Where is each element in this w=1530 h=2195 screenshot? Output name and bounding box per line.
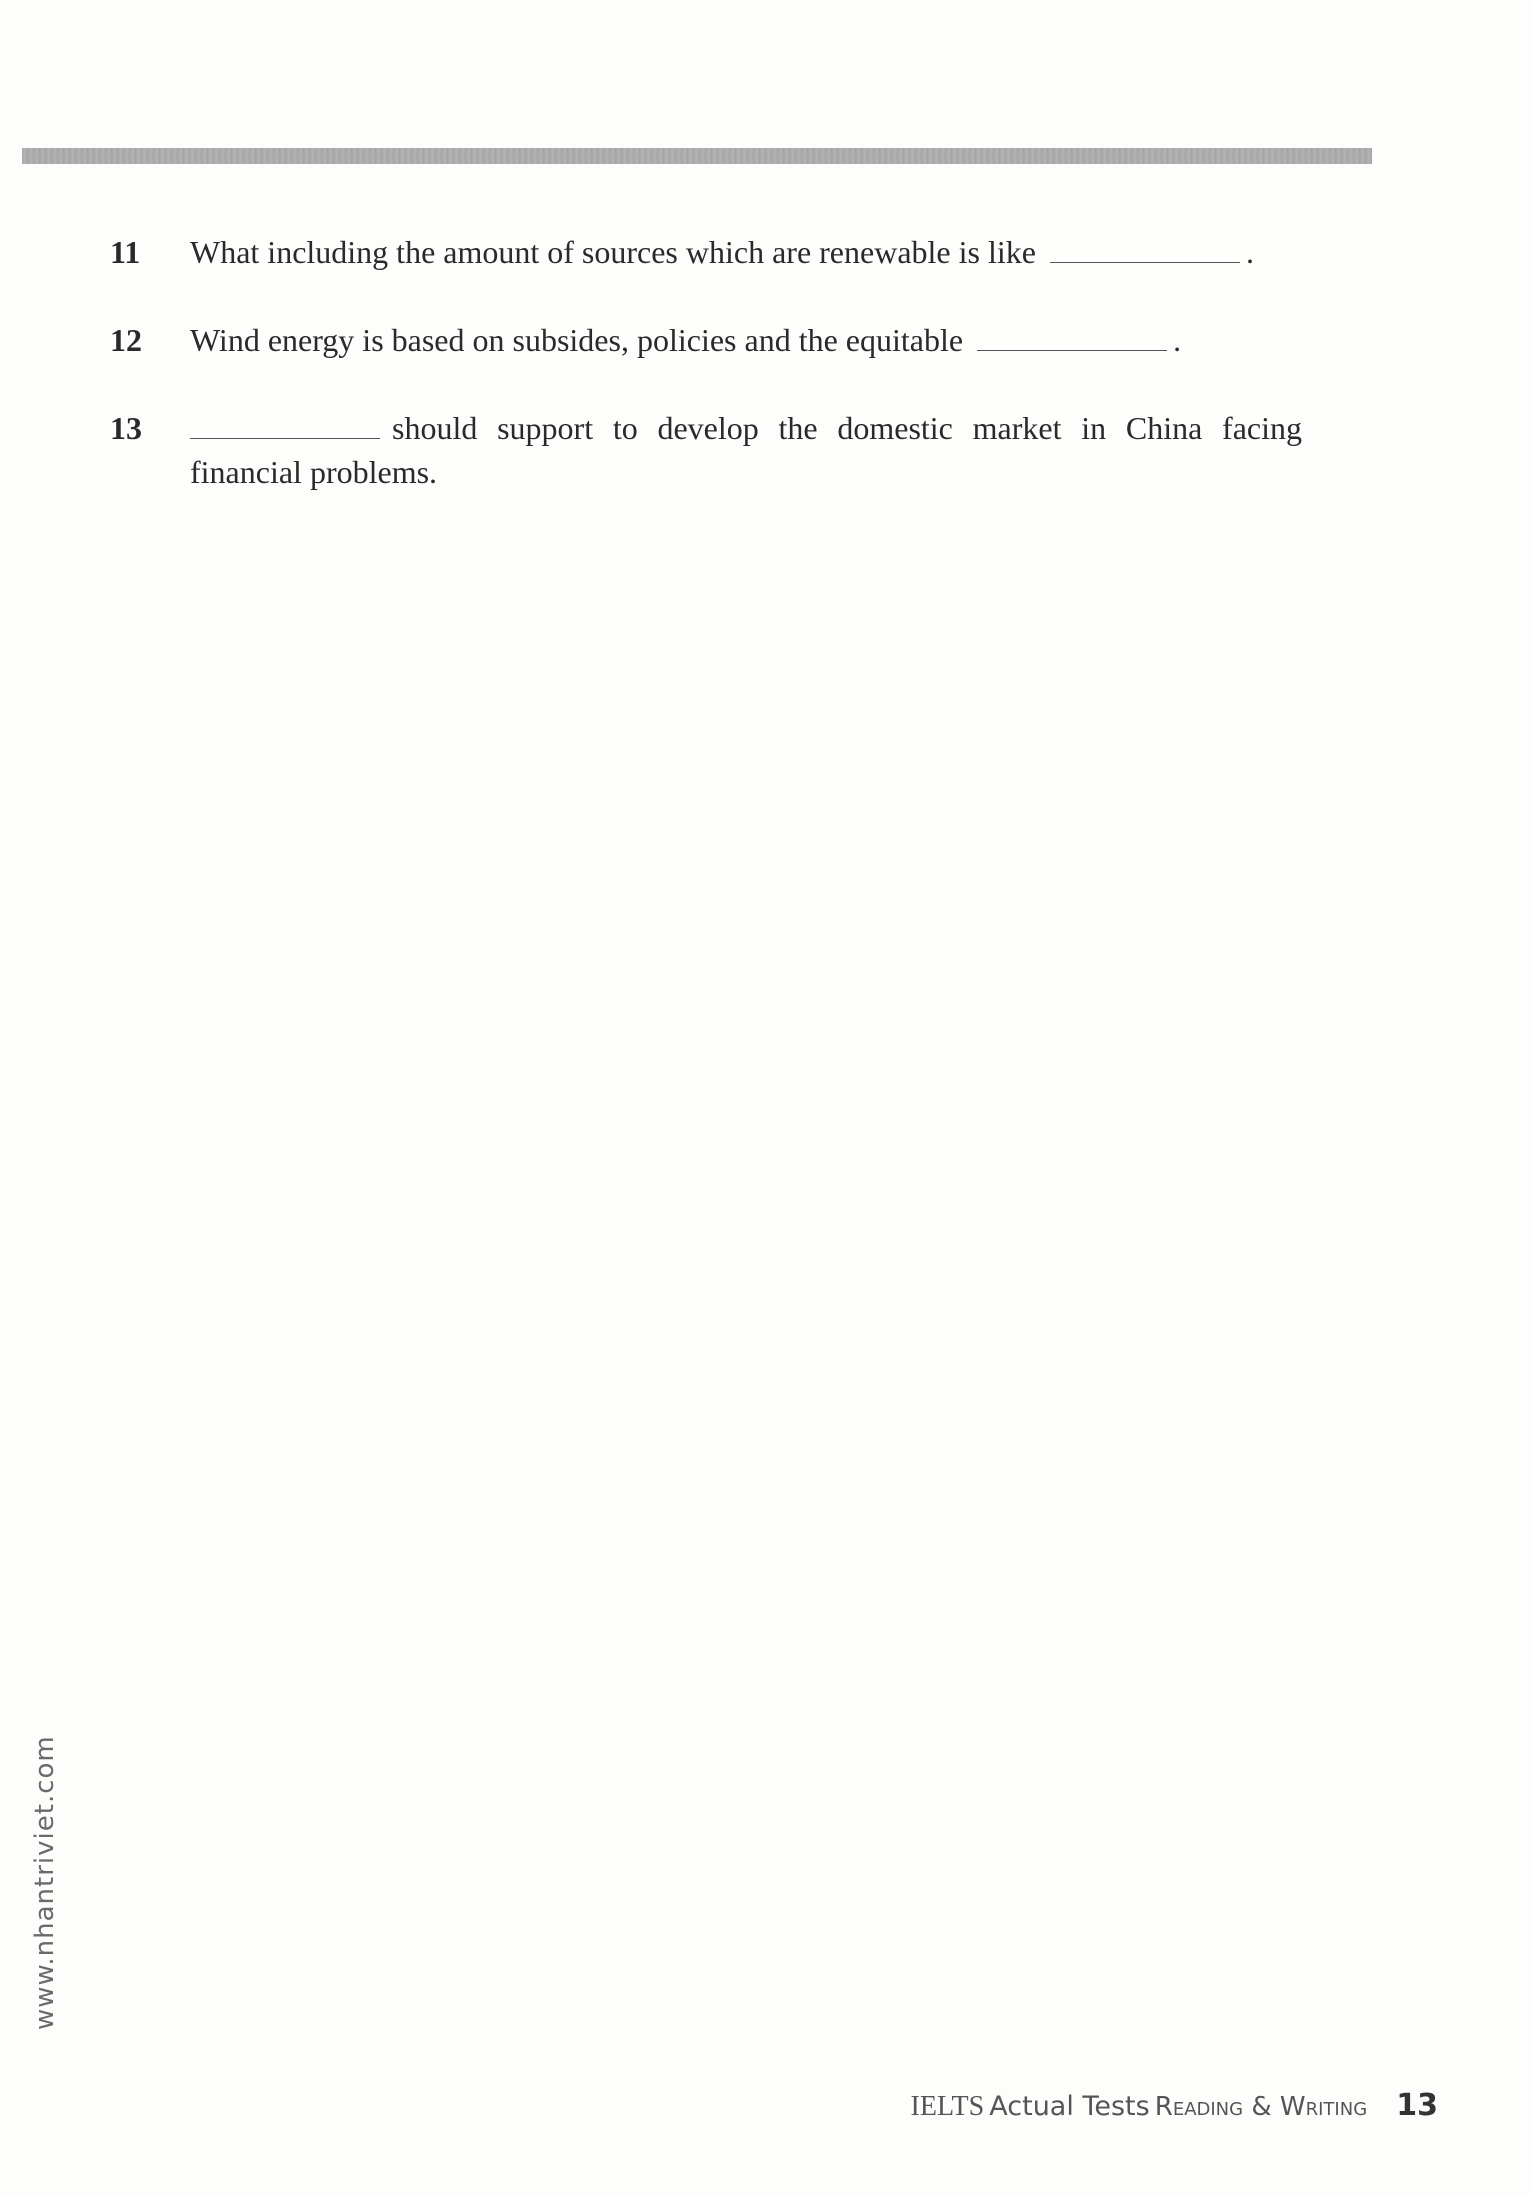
answer-blank[interactable]: [1050, 236, 1240, 263]
side-url: www.nhantriviet.com: [30, 1735, 60, 2030]
question-13: [110, 406, 1310, 494]
footer-series: Actual Tests: [989, 2091, 1150, 2122]
question-text: Wind energy is based on subsides, policies and the equitable .: [190, 322, 1182, 358]
question-number: 13: [110, 410, 142, 446]
question-text: should support to develop the domestic market in China facing financial problems.: [190, 410, 1302, 490]
header-rule: [22, 148, 1372, 164]
page-footer: [911, 2088, 1438, 2123]
question-number: 11: [110, 234, 141, 270]
footer-section: Reading & Writing: [1154, 2092, 1368, 2122]
footer-brand: IELTS: [910, 2091, 985, 2122]
page-number: 13: [1396, 2088, 1438, 2123]
question-12: [110, 318, 1310, 362]
question-text: What including the amount of sources which are renewable is like .: [190, 234, 1254, 270]
answer-blank[interactable]: [190, 412, 380, 439]
answer-blank[interactable]: [977, 324, 1167, 351]
question-number: 12: [110, 322, 142, 358]
question-11: [110, 230, 1310, 274]
